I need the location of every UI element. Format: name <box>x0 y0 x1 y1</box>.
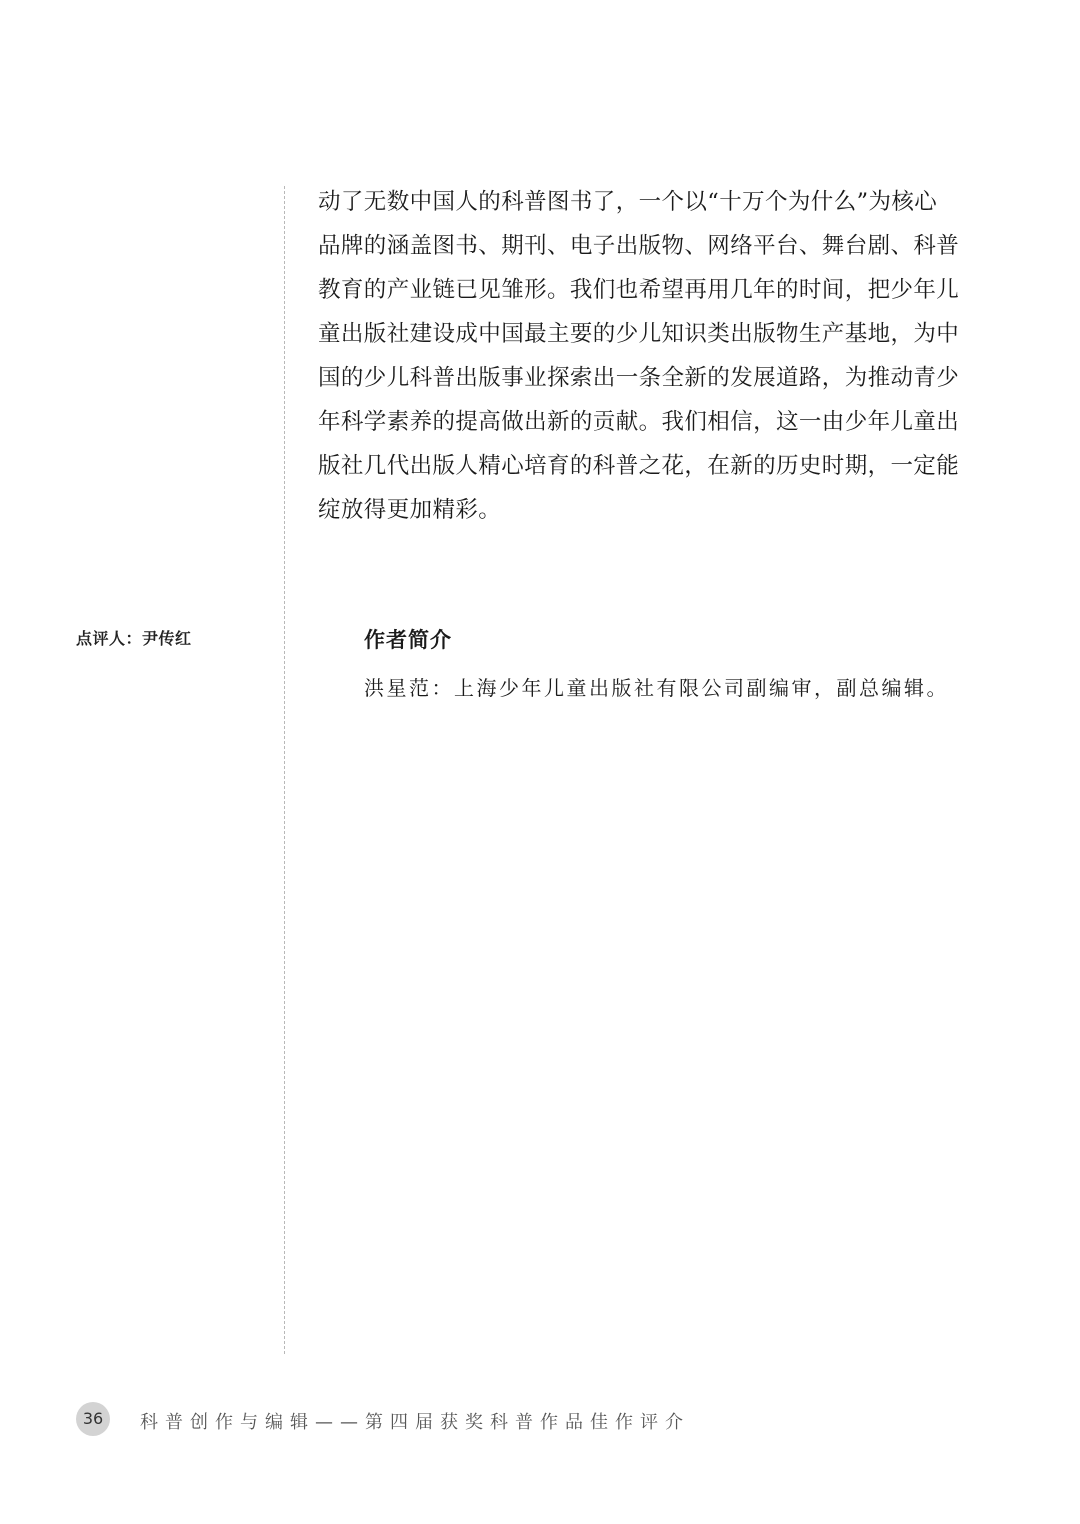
author-section-heading: 作者简介 <box>364 628 452 652</box>
running-title: 科普创作与编辑——第四届获奖科普作品佳作评介 <box>140 1412 690 1433</box>
body-line: 教育的产业链已见雏形。我们也希望再用几年的时间，把少年儿 <box>318 277 960 303</box>
body-line: 国的少儿科普出版事业探索出一条全新的发展道路，为推动青少 <box>318 365 960 391</box>
body-line: 动了无数中国人的科普图书了，一个以“十万个为什么”为核心 <box>318 189 938 215</box>
body-line: 品牌的涵盖图书、期刊、电子出版物、网络平台、舞台剧、科普 <box>318 233 960 259</box>
body-line: 版社几代出版人精心培育的科普之花，在新的历史时期，一定能 <box>318 453 960 479</box>
page-footer <box>0 1402 1080 1442</box>
column-divider <box>284 186 285 1354</box>
article-body <box>318 180 958 532</box>
body-line: 童出版社建设成中国最主要的少儿知识类出版物生产基地，为中 <box>318 321 960 347</box>
reviewer-label: 点评人：尹传红 <box>76 629 192 648</box>
page-number-badge: 36 <box>76 1402 110 1436</box>
body-line: 年科学素养的提高做出新的贡献。我们相信，这一由少年儿童出 <box>318 409 960 435</box>
body-line: 绽放得更加精彩。 <box>318 497 502 523</box>
author-bio: 洪星范：上海少年儿童出版社有限公司副编审，副总编辑。 <box>364 676 949 700</box>
